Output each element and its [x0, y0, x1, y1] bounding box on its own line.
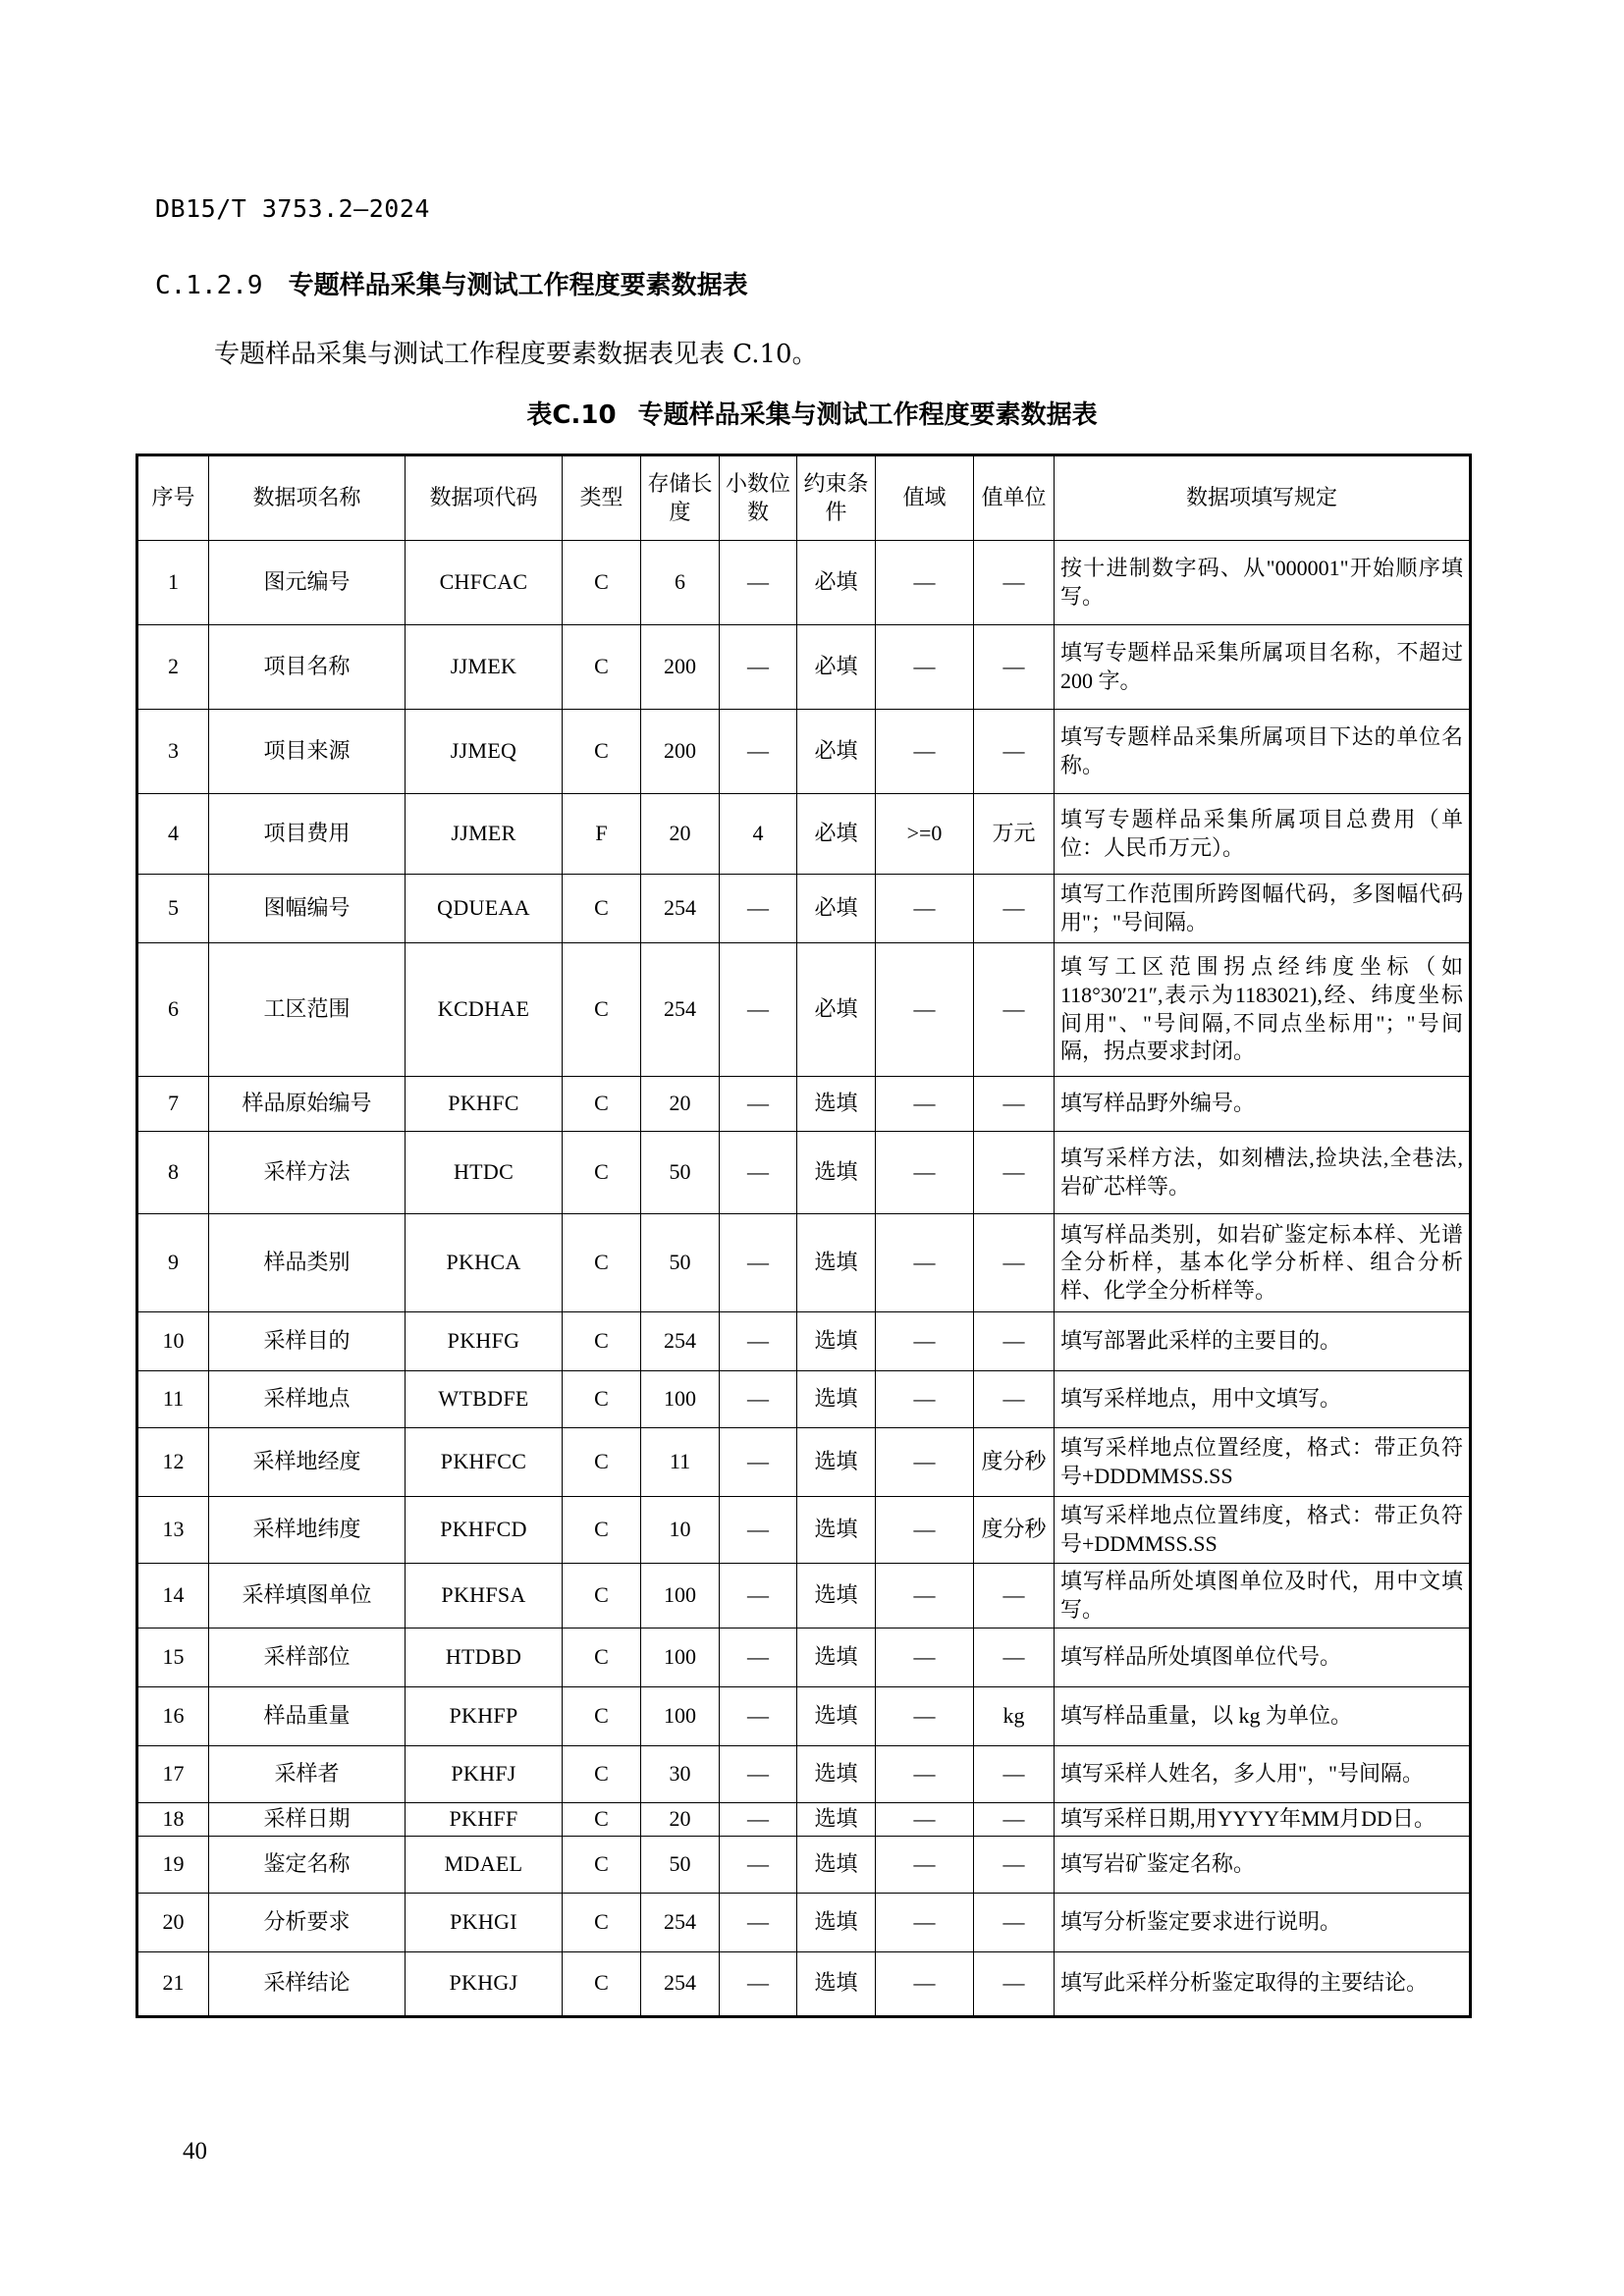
header-fill-rule: 数据项填写规定: [1055, 455, 1471, 541]
table-row: [137, 1214, 1471, 1312]
cell-type: C: [563, 541, 641, 625]
cell-item-code: PKHGI: [406, 1893, 563, 1951]
cell-decimal-places: —: [720, 1428, 797, 1497]
cell-item-code: HTDC: [406, 1132, 563, 1214]
table-row: [137, 625, 1471, 710]
cell-index: 9: [137, 1214, 209, 1312]
cell-item-code: PKHFC: [406, 1077, 563, 1132]
cell-value-unit: —: [974, 1803, 1055, 1837]
cell-fill-rule: 填写样品所处填图单位代号。: [1055, 1629, 1471, 1687]
cell-value-unit: —: [974, 541, 1055, 625]
cell-value-unit: —: [974, 710, 1055, 794]
cell-storage-length: 100: [641, 1687, 720, 1746]
table-header-row: [137, 455, 1471, 541]
cell-value-unit: kg: [974, 1687, 1055, 1746]
cell-type: C: [563, 1497, 641, 1564]
cell-value-unit: 度分秒: [974, 1497, 1055, 1564]
cell-item-code: PKHFP: [406, 1687, 563, 1746]
cell-item-code: PKHFG: [406, 1312, 563, 1371]
cell-fill-rule: 填写专题样品采集所属项目总费用（单位：人民币万元）。: [1055, 794, 1471, 875]
cell-constraint: 必填: [797, 541, 876, 625]
table-row: [137, 1746, 1471, 1803]
header-item-name: 数据项名称: [209, 455, 406, 541]
cell-item-name: 采样地点: [209, 1371, 406, 1428]
cell-value-unit: —: [974, 1951, 1055, 2016]
cell-type: C: [563, 625, 641, 710]
cell-storage-length: 254: [641, 875, 720, 943]
cell-constraint: 选填: [797, 1629, 876, 1687]
cell-value-unit: —: [974, 1132, 1055, 1214]
cell-fill-rule: 填写部署此采样的主要目的。: [1055, 1312, 1471, 1371]
cell-constraint: 选填: [797, 1803, 876, 1837]
cell-item-name: 工区范围: [209, 943, 406, 1077]
cell-type: C: [563, 1893, 641, 1951]
table-caption-title: 专题样品采集与测试工作程度要素数据表: [637, 400, 1098, 430]
cell-index: 1: [137, 541, 209, 625]
cell-constraint: 选填: [797, 1497, 876, 1564]
cell-item-code: PKHCA: [406, 1214, 563, 1312]
cell-fill-rule: 填写专题样品采集所属项目下达的单位名称。: [1055, 710, 1471, 794]
cell-fill-rule: 填写此采样分析鉴定取得的主要结论。: [1055, 1951, 1471, 2016]
cell-value-range: —: [876, 1214, 974, 1312]
cell-type: C: [563, 1687, 641, 1746]
cell-type: C: [563, 875, 641, 943]
cell-item-name: 图元编号: [209, 541, 406, 625]
cell-decimal-places: —: [720, 1132, 797, 1214]
table-row: [137, 1428, 1471, 1497]
cell-fill-rule: 填写岩矿鉴定名称。: [1055, 1836, 1471, 1893]
cell-fill-rule: 填写采样地点位置纬度，格式：带正负符号+DDMMSS.SS: [1055, 1497, 1471, 1564]
cell-type: C: [563, 1803, 641, 1837]
cell-value-unit: —: [974, 1746, 1055, 1803]
table-row: [137, 541, 1471, 625]
section-number: C.1.2.9: [155, 271, 263, 300]
page-number: 40: [183, 2138, 207, 2164]
cell-value-range: —: [876, 1836, 974, 1893]
table-row: [137, 710, 1471, 794]
cell-item-code: PKHFSA: [406, 1564, 563, 1629]
cell-storage-length: 20: [641, 794, 720, 875]
cell-value-range: —: [876, 1497, 974, 1564]
table-caption: [0, 395, 1624, 431]
cell-constraint: 选填: [797, 1077, 876, 1132]
cell-storage-length: 254: [641, 1951, 720, 2016]
cell-storage-length: 254: [641, 1893, 720, 1951]
cell-value-unit: —: [974, 1629, 1055, 1687]
cell-item-code: HTDBD: [406, 1629, 563, 1687]
cell-decimal-places: —: [720, 1629, 797, 1687]
cell-index: 16: [137, 1687, 209, 1746]
cell-index: 19: [137, 1836, 209, 1893]
section-title: 专题样品采集与测试工作程度要素数据表: [288, 271, 748, 300]
cell-item-code: WTBDFE: [406, 1371, 563, 1428]
table-row: [137, 1564, 1471, 1629]
cell-value-range: —: [876, 1893, 974, 1951]
cell-item-code: PKHGJ: [406, 1951, 563, 2016]
cell-fill-rule: 填写分析鉴定要求进行说明。: [1055, 1893, 1471, 1951]
cell-storage-length: 11: [641, 1428, 720, 1497]
cell-storage-length: 254: [641, 1312, 720, 1371]
cell-index: 17: [137, 1746, 209, 1803]
cell-constraint: 选填: [797, 1687, 876, 1746]
cell-constraint: 选填: [797, 1312, 876, 1371]
header-type: 类型: [563, 455, 641, 541]
cell-value-range: —: [876, 1629, 974, 1687]
cell-storage-length: 10: [641, 1497, 720, 1564]
cell-decimal-places: —: [720, 1836, 797, 1893]
cell-fill-rule: 填写采样方法，如刻槽法,捡块法,全巷法,岩矿芯样等。: [1055, 1132, 1471, 1214]
cell-constraint: 必填: [797, 943, 876, 1077]
cell-item-name: 样品重量: [209, 1687, 406, 1746]
table-row: [137, 1077, 1471, 1132]
cell-index: 11: [137, 1371, 209, 1428]
header-decimal-places: 小数位数: [720, 455, 797, 541]
cell-constraint: 选填: [797, 1836, 876, 1893]
cell-value-range: —: [876, 943, 974, 1077]
cell-item-name: 项目名称: [209, 625, 406, 710]
cell-value-range: —: [876, 1312, 974, 1371]
cell-item-name: 图幅编号: [209, 875, 406, 943]
table-row: [137, 1312, 1471, 1371]
table-row: [137, 794, 1471, 875]
cell-item-name: 采样地经度: [209, 1428, 406, 1497]
cell-index: 6: [137, 943, 209, 1077]
cell-item-code: QDUEAA: [406, 875, 563, 943]
cell-fill-rule: 填写工区范围拐点经纬度坐标（如118°30′21″,表示为1183021),经、纬度坐标间用"、"号间隔,不同点坐标用"；"号间隔，拐点要求封闭。: [1055, 943, 1471, 1077]
cell-storage-length: 200: [641, 625, 720, 710]
cell-constraint: 必填: [797, 625, 876, 710]
cell-fill-rule: 填写样品重量，以 kg 为单位。: [1055, 1687, 1471, 1746]
cell-index: 4: [137, 794, 209, 875]
table-row: [137, 1836, 1471, 1893]
cell-constraint: 选填: [797, 1132, 876, 1214]
cell-value-unit: —: [974, 1077, 1055, 1132]
table-row: [137, 1803, 1471, 1837]
cell-item-code: JJMEK: [406, 625, 563, 710]
cell-type: C: [563, 1951, 641, 2016]
cell-type: C: [563, 1077, 641, 1132]
cell-index: 20: [137, 1893, 209, 1951]
cell-constraint: 选填: [797, 1951, 876, 2016]
cell-type: C: [563, 1564, 641, 1629]
cell-item-name: 样品原始编号: [209, 1077, 406, 1132]
cell-type: C: [563, 1629, 641, 1687]
cell-storage-length: 100: [641, 1564, 720, 1629]
cell-storage-length: 100: [641, 1371, 720, 1428]
header-storage-length: 存储长度: [641, 455, 720, 541]
cell-value-unit: —: [974, 1893, 1055, 1951]
cell-decimal-places: —: [720, 1803, 797, 1837]
cell-item-name: 分析要求: [209, 1893, 406, 1951]
intro-paragraph: 专题样品采集与测试工作程度要素数据表见表 C.10。: [214, 340, 818, 369]
cell-value-unit: —: [974, 1836, 1055, 1893]
cell-decimal-places: —: [720, 943, 797, 1077]
cell-decimal-places: —: [720, 541, 797, 625]
cell-value-range: —: [876, 710, 974, 794]
cell-storage-length: 200: [641, 710, 720, 794]
section-heading: [155, 265, 748, 301]
cell-constraint: 选填: [797, 1214, 876, 1312]
cell-decimal-places: —: [720, 1312, 797, 1371]
cell-fill-rule: 填写专题样品采集所属项目名称，不超过 200 字。: [1055, 625, 1471, 710]
cell-index: 13: [137, 1497, 209, 1564]
cell-type: C: [563, 1836, 641, 1893]
cell-decimal-places: —: [720, 1746, 797, 1803]
cell-value-range: —: [876, 1951, 974, 2016]
cell-value-range: —: [876, 1687, 974, 1746]
cell-constraint: 选填: [797, 1428, 876, 1497]
cell-item-name: 样品类别: [209, 1214, 406, 1312]
cell-item-name: 采样日期: [209, 1803, 406, 1837]
document-code: DB15/T 3753.2—2024: [155, 194, 430, 223]
cell-type: C: [563, 1132, 641, 1214]
cell-value-range: —: [876, 1746, 974, 1803]
cell-item-code: PKHFCC: [406, 1428, 563, 1497]
cell-decimal-places: 4: [720, 794, 797, 875]
cell-type: C: [563, 1746, 641, 1803]
table-row: [137, 1371, 1471, 1428]
cell-constraint: 必填: [797, 710, 876, 794]
table-row: [137, 943, 1471, 1077]
cell-decimal-places: —: [720, 875, 797, 943]
data-element-table: [135, 454, 1472, 2018]
cell-item-code: PKHFJ: [406, 1746, 563, 1803]
cell-index: 18: [137, 1803, 209, 1837]
cell-value-unit: 度分秒: [974, 1428, 1055, 1497]
cell-item-code: MDAEL: [406, 1836, 563, 1893]
cell-decimal-places: —: [720, 1497, 797, 1564]
cell-item-code: KCDHAE: [406, 943, 563, 1077]
cell-storage-length: 20: [641, 1803, 720, 1837]
cell-index: 8: [137, 1132, 209, 1214]
cell-storage-length: 20: [641, 1077, 720, 1132]
cell-storage-length: 50: [641, 1836, 720, 1893]
table-row: [137, 1629, 1471, 1687]
header-value-range: 值域: [876, 455, 974, 541]
cell-index: 12: [137, 1428, 209, 1497]
header-item-code: 数据项代码: [406, 455, 563, 541]
cell-item-name: 采样目的: [209, 1312, 406, 1371]
cell-value-unit: —: [974, 1564, 1055, 1629]
cell-fill-rule: 填写采样地点，用中文填写。: [1055, 1371, 1471, 1428]
cell-fill-rule: 填写采样人姓名，多人用"，"号间隔。: [1055, 1746, 1471, 1803]
cell-item-name: 项目来源: [209, 710, 406, 794]
cell-fill-rule: 填写工作范围所跨图幅代码，多图幅代码用"；"号间隔。: [1055, 875, 1471, 943]
cell-item-name: 项目费用: [209, 794, 406, 875]
cell-item-code: PKHFF: [406, 1803, 563, 1837]
cell-item-name: 采样方法: [209, 1132, 406, 1214]
cell-constraint: 选填: [797, 1564, 876, 1629]
cell-index: 15: [137, 1629, 209, 1687]
cell-value-range: —: [876, 1371, 974, 1428]
cell-decimal-places: —: [720, 1214, 797, 1312]
cell-value-unit: —: [974, 875, 1055, 943]
cell-item-name: 采样者: [209, 1746, 406, 1803]
cell-value-unit: —: [974, 625, 1055, 710]
cell-decimal-places: —: [720, 710, 797, 794]
cell-type: C: [563, 1371, 641, 1428]
cell-index: 5: [137, 875, 209, 943]
cell-value-unit: —: [974, 1214, 1055, 1312]
header-constraint: 约束条件: [797, 455, 876, 541]
cell-storage-length: 100: [641, 1629, 720, 1687]
cell-index: 3: [137, 710, 209, 794]
cell-index: 14: [137, 1564, 209, 1629]
cell-storage-length: 30: [641, 1746, 720, 1803]
cell-value-range: —: [876, 1803, 974, 1837]
cell-fill-rule: 按十进制数字码、从"000001"开始顺序填写。: [1055, 541, 1471, 625]
cell-value-range: —: [876, 541, 974, 625]
cell-item-code: CHFCAC: [406, 541, 563, 625]
cell-fill-rule: 填写样品所处填图单位及时代，用中文填写。: [1055, 1564, 1471, 1629]
cell-value-unit: 万元: [974, 794, 1055, 875]
cell-fill-rule: 填写样品类别，如岩矿鉴定标本样、光谱全分析样，基本化学分析样、组合分析样、化学全分析样等。: [1055, 1214, 1471, 1312]
cell-storage-length: 254: [641, 943, 720, 1077]
cell-decimal-places: —: [720, 625, 797, 710]
cell-storage-length: 50: [641, 1132, 720, 1214]
cell-item-name: 采样结论: [209, 1951, 406, 2016]
table-caption-label: 表C.10: [526, 400, 617, 430]
cell-value-unit: —: [974, 943, 1055, 1077]
cell-decimal-places: —: [720, 1951, 797, 2016]
cell-index: 7: [137, 1077, 209, 1132]
cell-item-code: JJMEQ: [406, 710, 563, 794]
cell-storage-length: 50: [641, 1214, 720, 1312]
cell-constraint: 选填: [797, 1371, 876, 1428]
cell-value-range: —: [876, 1564, 974, 1629]
table-row: [137, 1687, 1471, 1746]
cell-fill-rule: 填写采样地点位置经度，格式：带正负符号+DDDMMSS.SS: [1055, 1428, 1471, 1497]
cell-value-range: —: [876, 1077, 974, 1132]
cell-type: C: [563, 1214, 641, 1312]
table-row: [137, 1497, 1471, 1564]
header-value-unit: 值单位: [974, 455, 1055, 541]
cell-value-range: —: [876, 875, 974, 943]
cell-type: F: [563, 794, 641, 875]
table-row: [137, 1893, 1471, 1951]
cell-item-name: 采样部位: [209, 1629, 406, 1687]
cell-type: C: [563, 1312, 641, 1371]
cell-value-range: —: [876, 1428, 974, 1497]
cell-value-unit: —: [974, 1371, 1055, 1428]
cell-constraint: 选填: [797, 1746, 876, 1803]
cell-constraint: 选填: [797, 1893, 876, 1951]
cell-type: C: [563, 1428, 641, 1497]
cell-decimal-places: —: [720, 1687, 797, 1746]
cell-item-name: 鉴定名称: [209, 1836, 406, 1893]
header-index: 序号: [137, 455, 209, 541]
table-row: [137, 1951, 1471, 2016]
cell-item-code: JJMER: [406, 794, 563, 875]
cell-item-name: 采样填图单位: [209, 1564, 406, 1629]
cell-storage-length: 6: [641, 541, 720, 625]
cell-fill-rule: 填写采样日期,用YYYY年MM月DD日。: [1055, 1803, 1471, 1837]
cell-fill-rule: 填写样品野外编号。: [1055, 1077, 1471, 1132]
cell-constraint: 必填: [797, 794, 876, 875]
cell-index: 21: [137, 1951, 209, 2016]
cell-constraint: 必填: [797, 875, 876, 943]
cell-type: C: [563, 943, 641, 1077]
cell-value-range: —: [876, 625, 974, 710]
cell-decimal-places: —: [720, 1077, 797, 1132]
table-row: [137, 1132, 1471, 1214]
cell-item-code: PKHFCD: [406, 1497, 563, 1564]
cell-value-unit: —: [974, 1312, 1055, 1371]
cell-item-name: 采样地纬度: [209, 1497, 406, 1564]
cell-decimal-places: —: [720, 1371, 797, 1428]
cell-decimal-places: —: [720, 1564, 797, 1629]
cell-value-range: >=0: [876, 794, 974, 875]
cell-type: C: [563, 710, 641, 794]
cell-index: 2: [137, 625, 209, 710]
cell-decimal-places: —: [720, 1893, 797, 1951]
cell-value-range: —: [876, 1132, 974, 1214]
table-row: [137, 875, 1471, 943]
cell-index: 10: [137, 1312, 209, 1371]
